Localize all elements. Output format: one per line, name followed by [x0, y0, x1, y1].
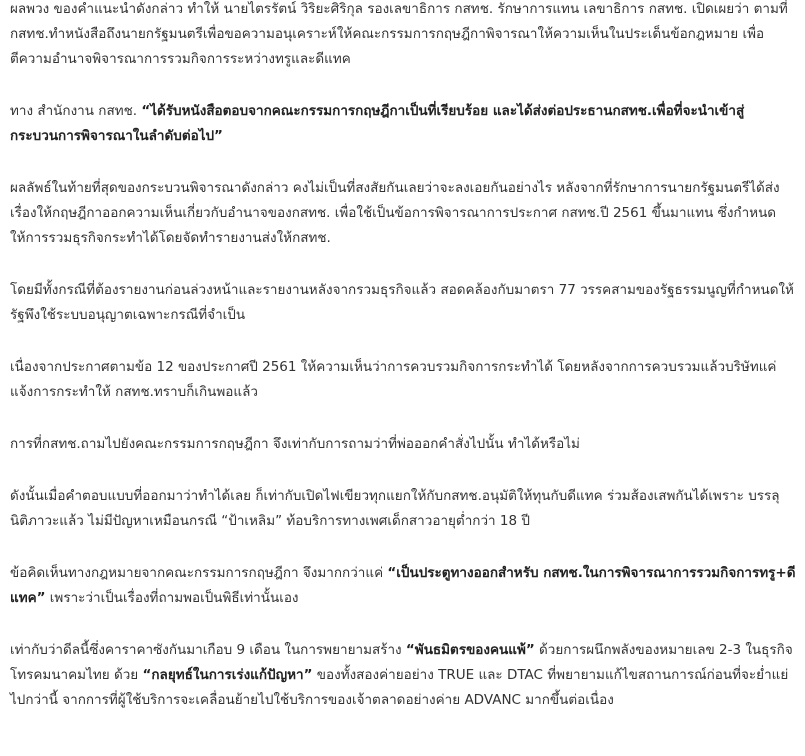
paragraph-4 [10, 278, 797, 328]
paragraph-7 [10, 484, 797, 534]
paragraph-7-text: ดังนั้นเมื่อคำตอบแบบที่ออกมาว่าทำได้เลย ก็เท่ากับเปิดไฟเขียวทุกแยกให้กับกสทช.อนุมัติให้ทุนกับดีแทค ร่วมส้องเสพกันได้เพราะ บรรลุนิติภาวะแล้ว ไม่มีปัญหาเหมือนกรณี “ป้าเหลิม” ท้อบริการทางเพศเด็กสาวอายุต่ำกว่า 18 ปี [10, 488, 780, 529]
paragraph-9-middle: ด้วยการผนึกพลังของหมายเลข 2-3 ในธุรกิจโทรคมนาคมไทย ด้วย [10, 642, 793, 683]
paragraph-1 [10, 0, 797, 72]
paragraph-1-text: ผลพวง ของคำแนะนำดังกล่าว ทำให้ นายไตรรัตน์ วิริยะศิริกุล รองเลขาธิการ กสทช. รักษาการแทน เลขาธิการ กสทช. เปิดเผยว่า ตามที่ กสทช.ทำหนังสือถึงนายกรัฐมนตรีเพื่อขอความอนุเคราะห์ให้คณะกรรมการกฤษฎีกาพิจารณาให้ความเห็นในประเด็นข้อกฎหมาย เพื่อตีความอำนาจพิจารณาการรวมกิจการระหว่างทรูและดีแทค [10, 1, 788, 67]
paragraph-8-quote: “เป็นประตูทางออกสำหรับ กสทช.ในการพิจารณาการรวมกิจการทรู+ดีแทค” [10, 565, 796, 606]
paragraph-2-quote: “ได้รับหนังสือตอบจากคณะกรรมการกฤษฎีกาเป็นที่เรียบร้อย และได้ส่งต่อประธานกสทช.เพื่อที่จะนำเข้าสู่กระบวนการพิจารณาในลำดับต่อไป” [10, 103, 745, 144]
paragraph-3 [10, 176, 797, 251]
paragraph-8 [10, 561, 797, 611]
paragraph-5-text: เนื่องจากประกาศตามข้อ 12 ของประกาศปี 2561 ให้ความเห็นว่าการควบรวมกิจการกระทำได้ โดยหลังจากการควบรวมแล้วบริษัทแค่แจ้งการกระทำให้ กสทช.ทราบก็เกินพอแล้ว [10, 359, 777, 400]
paragraph-9-quote-2: “กลยุทธ์ในการเร่งแก้ปัญหา” [142, 667, 313, 683]
paragraph-9-text: เท่ากับว่าดีลนี้ซึ่งคาราคาซังกันมาเกือบ 9 เดือน ในการพยายามสร้าง [10, 642, 406, 658]
paragraph-9 [10, 638, 797, 713]
paragraph-9-quote-1: “พันธมิตรของคนแพ้” [405, 642, 535, 658]
paragraph-5 [10, 355, 797, 405]
paragraph-6-text: การที่กสทช.ถามไปยังคณะกรรมการกฤษฎีกา จึงเท่ากับการถามว่าที่พ่อออกคำสั่งไปนั้น ทำได้หรือไม่ [10, 436, 580, 452]
paragraph-3-text: ผลลัพธ์ในท้ายที่สุดของกระบวนพิจารณาดังกล่าว คงไม่เป็นที่สงสัยกันเลยว่าจะลงเอยกันอย่างไร หลังจากที่รักษาการนายกรัฐมนตรีได้ส่งเรื่องให้กฤษฎีกาออกความเห็นเกี่ยวกับอำนาจของกสทช. เพื่อใช้เป็นข้อการพิจารณาการประกาศ กสทช.ปี 2561 ขึ้นมาแทน ซึ่งกำหนดให้การรวมธุรกิจกระทำได้โดยจัดทำรายงานส่งให้กสทช. [10, 180, 780, 246]
paragraph-6 [10, 432, 797, 457]
paragraph-2 [10, 99, 797, 149]
paragraph-8-tail: เพราะว่าเป็นเรื่องที่ถามพอเป็นพิธีเท่านั้นเอง [45, 590, 299, 606]
paragraph-9-tail: ของทั้งสองค่ายอย่าง TRUE และ DTAC ที่พยายามแก้ไขสถานการณ์ก่อนที่จะย่ำแย่ไปกว่านี้ จากการที่ผู้ใช้บริการจะเคลื่อนย้ายไปใช้บริการของเจ้าตลาดอย่างค่าย ADVANC มากขึ้นต่อเนื่อง [10, 667, 789, 708]
paragraph-4-text: โดยมีทั้งกรณีที่ต้องรายงานก่อนล่วงหน้าและรายงานหลังจากรวมธุรกิจแล้ว สอดคล้องกับมาตรา 77 วรรคสามของรัฐธรรมนูญที่กำหนดให้รัฐพึงใช้ระบบอนุญาตเฉพาะกรณีที่จำเป็น [10, 282, 794, 323]
paragraph-2-text: ทาง สำนักงาน กสทช. [10, 103, 142, 119]
paragraph-8-text: ข้อคิดเห็นทางกฎหมายจากคณะกรรมการกฤษฎีกา จึงมากกว่าแค่ [10, 565, 388, 581]
